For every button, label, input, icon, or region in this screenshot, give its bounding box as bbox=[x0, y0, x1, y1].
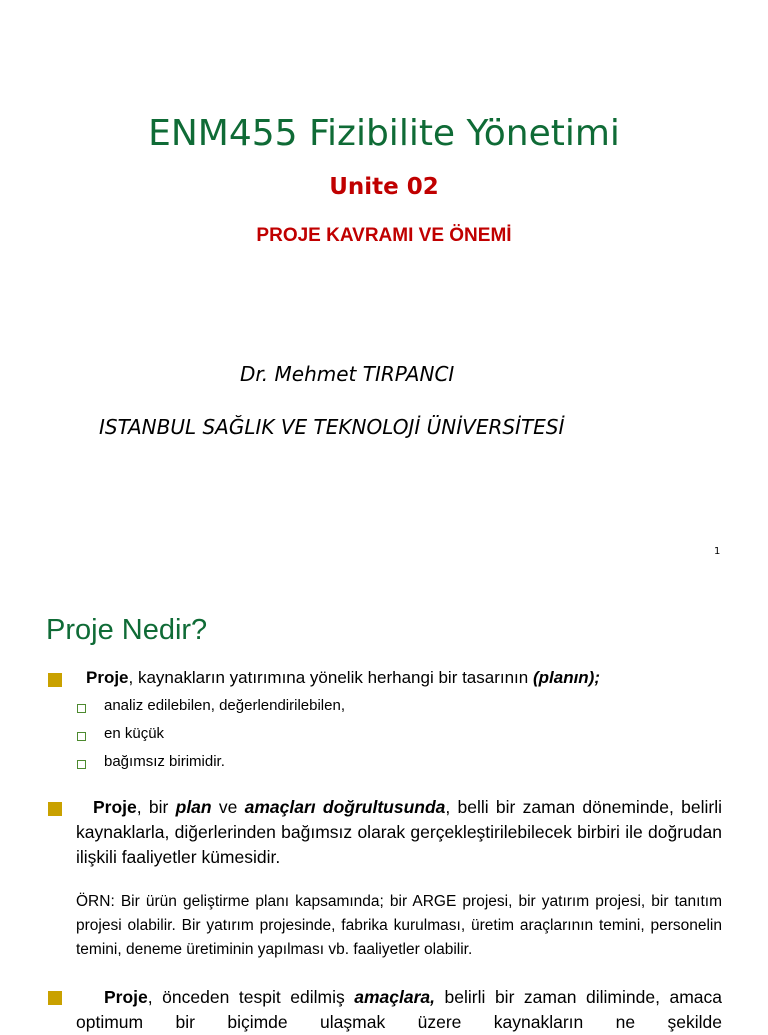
slide-subtitle: PROJE KAVRAMI VE ÖNEMİ bbox=[256, 225, 512, 246]
term-proje: Proje bbox=[104, 987, 148, 1007]
sub-item: analiz edilebilen, değerlendirilebilen, bbox=[104, 697, 345, 714]
definition-paragraph-1 bbox=[86, 668, 600, 688]
bullet-square-icon bbox=[48, 673, 62, 687]
sub-bullet-square-icon bbox=[77, 732, 86, 741]
example-paragraph: ÖRN: Bir ürün geliştirme planı kapsamında; bir ARGE projesi, bir yatırım projesi, bir tanıtım projesi olabilir. Bir yatırım projesinde, fabrika kurulması, üretim araçlarının temini, personelin temini, deneme üretiminin yapılması vb. faaliyetler olabilir. bbox=[76, 893, 722, 958]
sub-item: bağımsız birimidir. bbox=[104, 753, 225, 770]
page-number: 1 bbox=[714, 546, 721, 557]
definition-paragraph-2: Proje, bir plan ve amaçları doğrultusunda, belli bir zaman döneminde, belirli kaynaklarla, diğerlerinden bağımsız olarak gerçekleştirilebilecek birbiri ile doğrudan ilişkili faaliyetler kümesidir. bbox=[76, 797, 722, 867]
sub-bullet-square-icon bbox=[77, 704, 86, 713]
emphasis-plan: plan bbox=[175, 797, 212, 817]
term-proje: Proje bbox=[86, 668, 129, 687]
university-name: ISTANBUL SAĞLIK VE TEKNOLOJİ ÜNİVERSİTESİ bbox=[99, 415, 565, 439]
slide-title: Proje Nedir? bbox=[46, 614, 208, 646]
p1-emphasis: (planın); bbox=[532, 668, 601, 687]
sub-bullet-square-icon bbox=[77, 760, 86, 769]
emphasis-goals: amaçlara, bbox=[354, 987, 436, 1007]
sub-item: en küçük bbox=[104, 725, 165, 742]
bullet-square-icon bbox=[48, 991, 62, 1005]
course-title: ENM455 Fizibilite Yönetimi bbox=[148, 113, 620, 154]
term-proje: Proje bbox=[93, 797, 137, 817]
unit-label: Unite 02 bbox=[329, 174, 439, 200]
emphasis-goals: amaçları doğrultusunda bbox=[244, 797, 446, 817]
bullet-square-icon bbox=[48, 802, 62, 816]
content-slide bbox=[0, 580, 768, 1032]
p1-text: , kaynakların yatırımına yönelik herhangi bir tasarının bbox=[128, 668, 533, 687]
definition-paragraph-3: Proje, önceden tespit edilmiş amaçlara, belirli bir zaman diliminde, amaca optimum bir biçimde ulaşmak üzere kaynakların ne şekilde bbox=[76, 987, 722, 1032]
author-name: Dr. Mehmet TIRPANCI bbox=[240, 362, 455, 386]
